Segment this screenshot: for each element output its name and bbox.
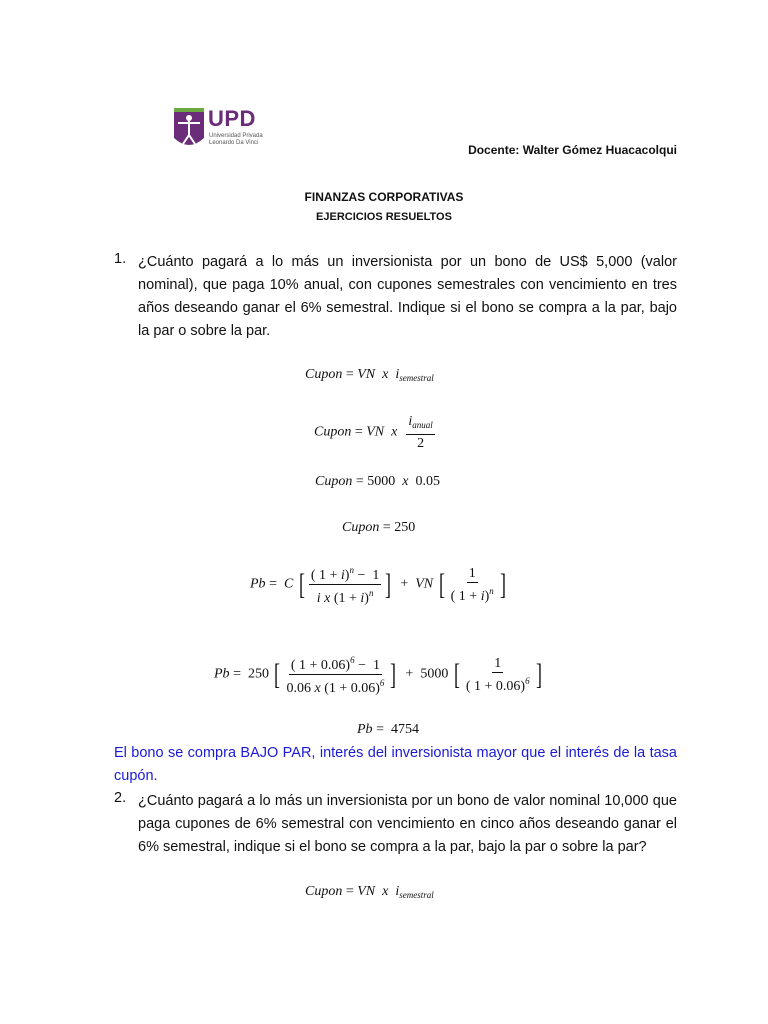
logo-name-line1: Universidad Privada [209, 133, 263, 139]
formula-cupon-values: Cupon = 5000 x 0.05 [315, 474, 440, 489]
university-logo [174, 108, 284, 152]
section-subtitle: EJERCICIOS RESUELTOS [316, 211, 452, 223]
formula-cupon-anual: Cupon = VN x $\frac{i_{anual}}{2}$ [314, 414, 433, 451]
exercise-1-text: ¿Cuánto pagará a lo más un inversionista por un bono de US$ 5,000 (valor nominal), que paga 10% anual, con cupones semestrales con vencimiento en tres años deseando ganar el 6% semestral. Indique si el bono se compra a la par, bajo la par o sobre la par. [138, 254, 677, 339]
logo-acronym: UPD [208, 106, 256, 131]
logo-name-line2: Leonardo Da Vinci [209, 140, 259, 146]
exercise-1-conclusion: El bono se compra BAJO PAR, interés del inversionista mayor que el interés de la tasa cupón. [114, 745, 677, 784]
formula-bond-price-general: Pb = C [ $\frac{( 1 + i)^n - 1}{i x (1 + i)^n}$ ] + VN [ $\frac{1}{( 1 + i)^n}$ ] [250, 565, 506, 606]
teacher-name: Docente: Walter Gómez Huacacolqui [468, 143, 677, 157]
cupon-result: 250 [394, 520, 416, 535]
exercise-2-text: ¿Cuánto pagará a lo más un inversionista por un bono de valor nominal 10,000 que paga cupones de 6% semestral con vencimiento en cinco años deseando ganar el 6% semestral, indique si el bono se compra a la par, bajo la par o sobre la par? [138, 793, 677, 855]
exercise-2-number: 2. [114, 790, 127, 806]
cupon-rate: 0.05 [415, 474, 440, 489]
vitruvian-man-icon [174, 108, 204, 150]
bond-price-result: 4754 [390, 722, 419, 737]
cupon-nominal: 5000 [367, 474, 396, 489]
course-title: FINANZAS CORPORATIVAS [304, 190, 464, 204]
formula-cupon-semestral-2: Cupon = VN x $i_{semestral}$ [305, 884, 434, 900]
formula-bond-price-result: Pb = 4754 [357, 722, 419, 737]
formula-bond-price-numeric: Pb = 250 [ $\frac{( 1 + 0.06)^6 - 1}{0.06 x (1 + 0.06)^6}$ ] + 5000 [ $\frac{1}{( 1 + 0.06)^6}$ ] [214, 655, 542, 696]
formula-cupon-result: Cupon = 250 [342, 520, 416, 535]
exercise-1-number: 1. [114, 251, 127, 267]
formula-cupon-semestral: Cupon = VN x $i_{semestral}$ [305, 367, 434, 383]
